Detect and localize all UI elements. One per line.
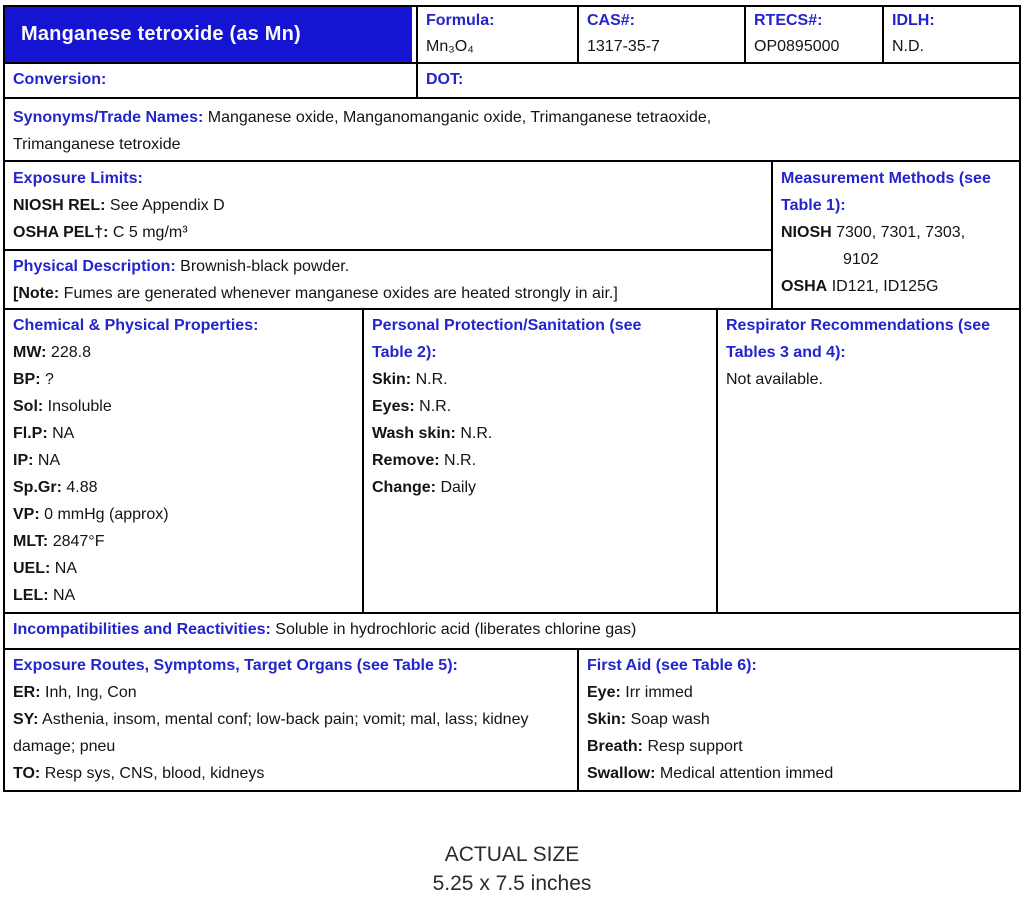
conversion-cell: [5, 64, 418, 97]
property-label: Sol:: [13, 398, 44, 415]
actual-size-line2: 5.25 x 7.5 inches: [432, 872, 592, 895]
route-label: SY:: [13, 711, 39, 728]
respirator-section: [718, 310, 1019, 612]
first-aid-value: Medical attention immed: [659, 765, 834, 782]
protection-row: [372, 420, 708, 447]
exposure-routes-heading: Exposure Routes, Symptoms, Target Organs (see Table 5):: [13, 657, 458, 674]
first-aid-label: Breath:: [587, 738, 644, 755]
exposure-routes-section: [5, 650, 579, 790]
idlh-value: N.D.: [892, 38, 924, 55]
conversion-dot-row: [5, 64, 1019, 99]
property-value: NA: [54, 560, 78, 577]
incompatibilities-row: [5, 614, 1019, 650]
protection-row: [372, 366, 708, 393]
property-label: VP:: [13, 506, 40, 523]
osha-pel-value: C 5 mg/m³: [112, 224, 188, 241]
route-row: [13, 679, 569, 706]
conversion-label: Conversion:: [13, 71, 107, 88]
protection-value: Daily: [440, 479, 477, 496]
property-label: MLT:: [13, 533, 49, 550]
chemical-properties-section: [5, 310, 364, 612]
chemical-properties-heading: Chemical & Physical Properties:: [13, 317, 259, 334]
incompatibilities-value: Soluble in hydrochloric acid (liberates chlorine gas): [275, 621, 637, 638]
first-aid-section: [579, 650, 1019, 790]
property-value: Insoluble: [47, 398, 112, 415]
physical-note-value: Fumes are generated whenever manganese oxides are heated strongly in air.]: [63, 285, 618, 302]
property-value: 4.88: [66, 479, 98, 496]
route-row: [13, 760, 569, 787]
formula-label: Formula:: [426, 12, 495, 29]
property-row: [13, 474, 354, 501]
rtecs-value: OP0895000: [754, 38, 840, 55]
first-aid-value: Soap wash: [630, 711, 710, 728]
protection-value: N.R.: [419, 398, 452, 415]
property-row: [13, 420, 354, 447]
physical-description-section: [5, 251, 771, 309]
property-label: IP:: [13, 452, 34, 469]
incompatibilities-cell: [5, 614, 1019, 648]
osha-pel-label: OSHA PEL†:: [13, 224, 109, 241]
property-value: ?: [45, 371, 54, 388]
property-row: [13, 393, 354, 420]
measurement-line-label: OSHA: [781, 278, 828, 295]
protection-label: Change:: [372, 479, 436, 496]
measurement-methods-section: [773, 162, 1019, 308]
limits-physical-column: [5, 162, 773, 308]
personal-protection-section: [364, 310, 718, 612]
property-label: MW:: [13, 344, 47, 361]
properties-row: [5, 310, 1019, 614]
physical-description-value: Brownish-black powder.: [180, 258, 350, 275]
route-value: Resp sys, CNS, blood, kidneys: [44, 765, 265, 782]
first-aid-row: [587, 706, 1011, 733]
measurement-line-value: 9102: [843, 251, 879, 268]
protection-value: N.R.: [415, 371, 448, 388]
property-value: 228.8: [50, 344, 91, 361]
formula-value: Mn₃O₄: [426, 38, 474, 55]
route-value: Inh, Ing, Con: [45, 684, 137, 701]
protection-label: Skin:: [372, 371, 412, 388]
protection-value: N.R.: [460, 425, 493, 442]
measurement-line-label: NIOSH: [781, 224, 832, 241]
property-row: [13, 555, 354, 582]
first-aid-label: Swallow:: [587, 765, 656, 782]
rtecs-label: RTECS#:: [754, 12, 823, 29]
formula-cell: [418, 7, 579, 62]
first-aid-row: [587, 760, 1011, 787]
measurement-line: [781, 273, 1011, 300]
niosh-rel-value: See Appendix D: [109, 197, 225, 214]
incompatibilities-label: Incompatibilities and Reactivities:: [13, 621, 271, 638]
dot-label: DOT:: [426, 71, 464, 88]
property-value: NA: [53, 587, 76, 604]
route-label: ER:: [13, 684, 41, 701]
rtecs-cell: [746, 7, 884, 62]
synonyms-row: [5, 99, 1019, 162]
property-value: 0 mmHg (approx): [44, 506, 169, 523]
first-aid-row: [587, 733, 1011, 760]
property-value: 2847°F: [52, 533, 105, 550]
property-row: [13, 582, 354, 609]
route-row: [13, 706, 569, 760]
chemical-hazard-card: [3, 5, 1021, 792]
protection-row: [372, 393, 708, 420]
property-label: LEL:: [13, 587, 49, 604]
protection-value: N.R.: [444, 452, 477, 469]
first-aid-label: Eye:: [587, 684, 621, 701]
actual-size-note: [0, 840, 1024, 898]
niosh-rel-line: [13, 192, 763, 219]
routes-firstaid-row: [5, 650, 1019, 790]
header-row: [5, 7, 1019, 64]
exposure-limits-section: [5, 162, 771, 251]
property-value: NA: [52, 425, 75, 442]
measurement-methods-heading: Measurement Methods (see Table 1):: [781, 170, 991, 214]
physical-description-line: [13, 253, 763, 280]
dot-cell: [418, 64, 1019, 97]
cas-value: 1317-35-7: [587, 38, 660, 55]
measurement-line: [781, 246, 1011, 273]
property-row: [13, 501, 354, 528]
property-label: Fl.P:: [13, 425, 48, 442]
personal-protection-heading: Personal Protection/Sanitation (see Table 2):: [372, 317, 642, 361]
first-aid-value: Irr immed: [625, 684, 693, 701]
protection-label: Remove:: [372, 452, 440, 469]
idlh-label: IDLH:: [892, 12, 935, 29]
page-title: Manganese tetroxide (as Mn): [5, 7, 412, 62]
route-value: Asthenia, insom, mental conf; low-back pain; vomit; mal, lass; kidney damage; pneu: [13, 711, 529, 755]
limits-methods-row: [5, 162, 1019, 310]
synonyms-label: Synonyms/Trade Names:: [13, 109, 204, 126]
property-label: BP:: [13, 371, 41, 388]
property-label: Sp.Gr:: [13, 479, 62, 496]
physical-note-label: [Note:: [13, 285, 60, 302]
cas-label: CAS#:: [587, 12, 636, 29]
property-row: [13, 339, 354, 366]
first-aid-value: Resp support: [647, 738, 743, 755]
protection-label: Eyes:: [372, 398, 415, 415]
cas-cell: [579, 7, 746, 62]
respirator-heading: Respirator Recommendations (see Tables 3 and 4):: [726, 317, 991, 361]
protection-label: Wash skin:: [372, 425, 456, 442]
niosh-rel-label: NIOSH REL:: [13, 197, 106, 214]
synonyms-cell: [5, 99, 1019, 160]
property-label: UEL:: [13, 560, 51, 577]
first-aid-label: Skin:: [587, 711, 627, 728]
first-aid-row: [587, 679, 1011, 706]
protection-row: [372, 474, 708, 501]
first-aid-heading: First Aid (see Table 6):: [587, 657, 757, 674]
idlh-cell: [884, 7, 1019, 62]
osha-pel-line: [13, 219, 763, 246]
measurement-line-value: 7300, 7301, 7303,: [836, 224, 966, 241]
property-row: [13, 447, 354, 474]
property-value: NA: [37, 452, 61, 469]
title-cell: [5, 7, 418, 62]
synonyms-paragraph: [13, 101, 803, 158]
measurement-line-value: ID121, ID125G: [831, 278, 939, 295]
physical-description-label: Physical Description:: [13, 258, 176, 275]
measurement-methods-lines: [781, 219, 1011, 300]
protection-row: [372, 447, 708, 474]
measurement-line: [781, 219, 1011, 246]
respirator-value: Not available.: [726, 371, 823, 388]
synonyms-value: Manganese oxide, Manganomanganic oxide, Trimanganese tetraoxide, Trimanganese tetroxide: [13, 109, 712, 153]
exposure-limits-heading: Exposure Limits:: [13, 170, 143, 187]
route-label: TO:: [13, 765, 41, 782]
property-row: [13, 366, 354, 393]
actual-size-line1: ACTUAL SIZE: [444, 843, 580, 866]
property-row: [13, 528, 354, 555]
physical-note-line: [13, 280, 763, 307]
